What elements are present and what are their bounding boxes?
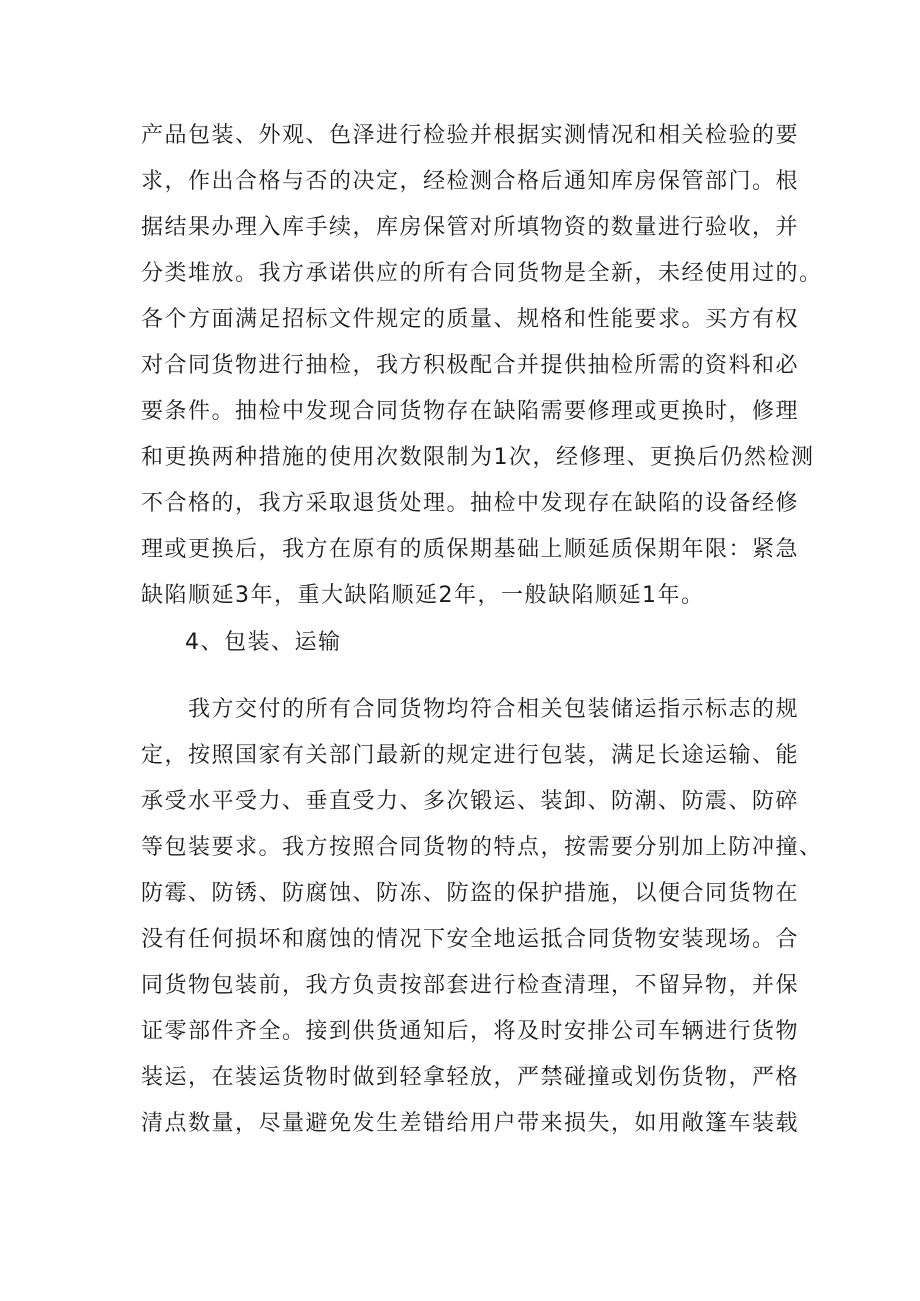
text-line: 不合格的，我方采取退货处理。抽检中发现存在缺陷的设备经修	[141, 491, 800, 516]
section-heading	[185, 620, 585, 666]
text-line: 定，按照国家有关部门最新的规定进行包装，满足长途运输、能	[141, 743, 800, 768]
text-line: 分类堆放。我方承诺供应的所有合同货物是全新，未经使用过的。	[141, 261, 823, 286]
text-line: 理或更换后，我方在原有的质保期基础上顺延质保期年限：紧急	[141, 537, 800, 562]
text-line: 求，作出合格与否的决定，经检测合格后通知库房保管部门。根	[141, 169, 800, 194]
text-line: 承受水平受力、垂直受力、多次锻运、装卸、防潮、防震、防碎	[141, 789, 800, 814]
text-line: 缺陷顺延3年，重大缺陷顺延2年，一般缺陷顺延1年。	[141, 583, 705, 608]
text-line: 和更换两种措施的使用次数限制为1次，经修理、更换后仍然检测	[141, 445, 815, 470]
paragraph-packaging-transport	[141, 687, 823, 1147]
text-line: 要条件。抽检中发现合同货物存在缺陷需要修理或更换时，修理	[141, 399, 800, 424]
text-line: 对合同货物进行抽检，我方积极配合并提供抽检所需的资料和必	[141, 353, 800, 378]
section-heading-text: 4、包装、运输	[185, 630, 342, 655]
text-line: 证零部件齐全。接到供货通知后，将及时安排公司车辆进行货物	[141, 1019, 800, 1044]
paragraph-quality-inspection	[141, 113, 823, 619]
text-line: 清点数量，尽量避免发生差错给用户带来损失，如用敞篷车装载	[141, 1111, 800, 1136]
text-line: 没有任何损坏和腐蚀的情况下安全地运抵合同货物安装现场。合	[141, 927, 800, 952]
text-line: 各个方面满足招标文件规定的质量、规格和性能要求。买方有权	[141, 307, 800, 332]
text-line: 等包装要求。我方按照合同货物的特点，按需要分别加上防冲撞、	[141, 835, 823, 860]
text-line: 据结果办理入库手续，库房保管对所填物资的数量进行验收，并	[141, 215, 800, 240]
text-line: 防霉、防锈、防腐蚀、防冻、防盗的保护措施，以便合同货物在	[141, 881, 800, 906]
text-line: 产品包装、外观、色泽进行检验并根据实测情况和相关检验的要	[141, 123, 800, 148]
text-line: 同货物包装前，我方负责按部套进行检查清理，不留异物，并保	[141, 973, 800, 998]
text-line: 装运，在装运货物时做到轻拿轻放，严禁碰撞或划伤货物，严格	[141, 1065, 800, 1090]
text-line: 我方交付的所有合同货物均符合相关包装储运指示标志的规	[141, 697, 800, 722]
